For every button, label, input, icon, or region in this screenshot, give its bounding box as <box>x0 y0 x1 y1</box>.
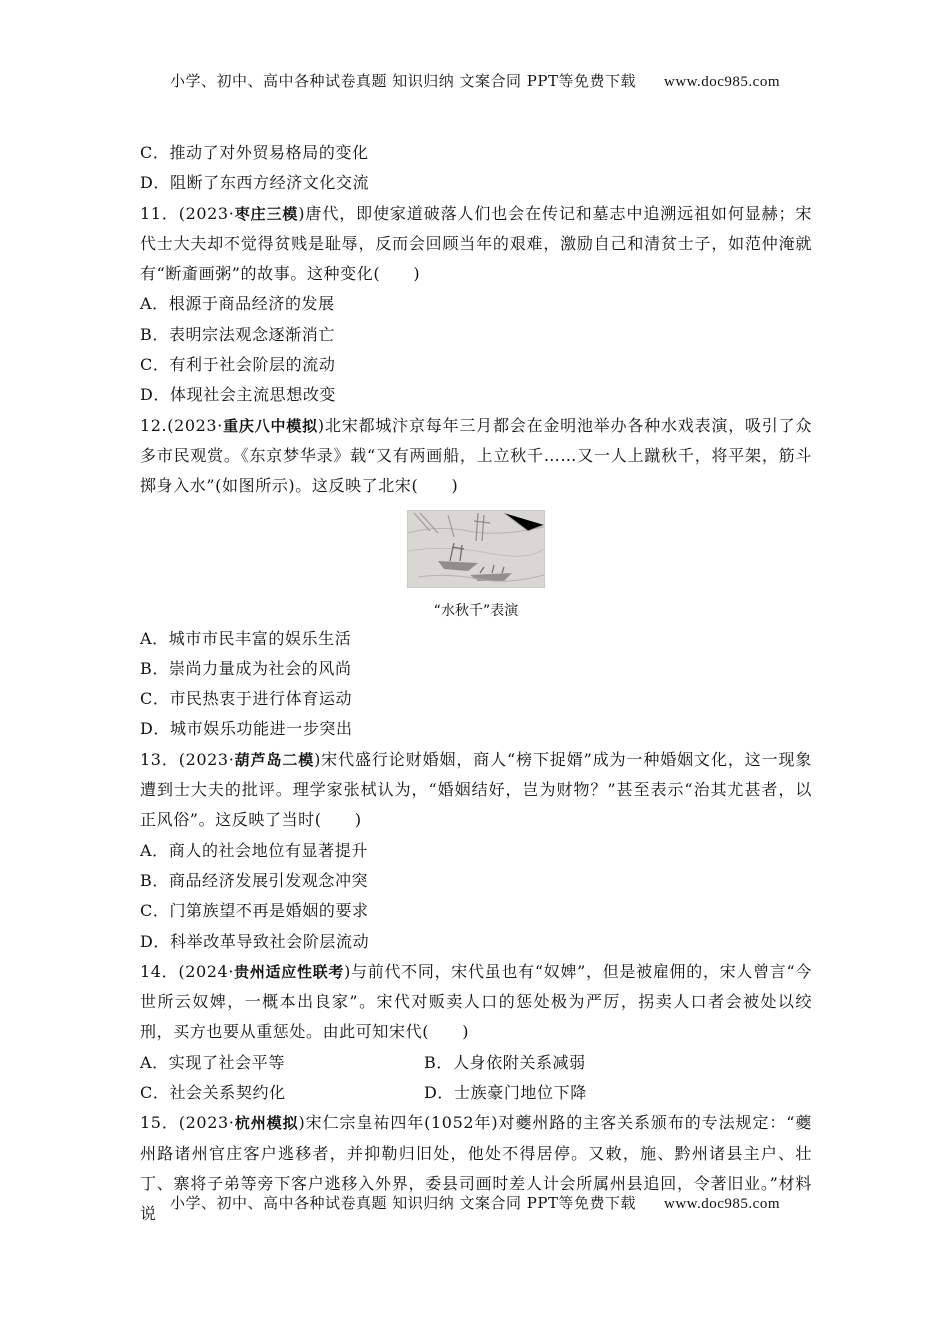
footer-text: 小学、初中、高中各种试卷真题 知识归纳 文案合同 PPT等免费下载 <box>169 1194 636 1212</box>
page-footer <box>0 1192 950 1213</box>
q14-source: 贵州适应性联考 <box>234 962 345 981</box>
question-12 <box>140 411 812 502</box>
q11-source: 枣庄三模 <box>234 204 299 223</box>
q15-text: )宋仁宗皇祐四年(1052年)对夔州路的主客关系颁布的专法规定：“夔州路诸州官庄客户逃移者，并抑勒归旧处，他处不得居停。又敕，施、黔州诸县主户、壮丁、寨将子弟等旁下客户逃移入外界，委县司画时差人计会所属州县追回，令著旧业。”材料说 <box>140 1113 813 1224</box>
question-11 <box>140 199 812 290</box>
figure-caption: “水秋千”表演 <box>433 602 519 619</box>
header-site[interactable]: www.doc985.com <box>663 74 780 90</box>
prev-option-d: D．阻断了东西方经济文化交流 <box>140 173 370 193</box>
page-content <box>140 138 812 1230</box>
q11-option-b: B．表明宗法观念逐渐消亡 <box>140 324 335 344</box>
q14-option-a: A．实现了社会平等 <box>140 1052 285 1072</box>
q12-source: 重庆八中模拟 <box>222 416 318 435</box>
q13-option-a: A．商人的社会地位有显著提升 <box>140 840 368 860</box>
q12-option-c: C．市民热衷于进行体育运动 <box>140 689 353 709</box>
q12-option-b: B．崇尚力量成为社会的风尚 <box>140 658 352 678</box>
prev-option-c: C．推动了对外贸易格局的变化 <box>140 143 369 162</box>
q14-option-d: D．士族豪门地位下降 <box>424 1083 587 1103</box>
question-13 <box>140 745 812 836</box>
q14-number: 14．(2024· <box>140 961 235 981</box>
q13-option-c: C．门第族望不再是婚姻的要求 <box>140 901 369 921</box>
question-14 <box>140 957 812 1048</box>
q13-option-b: B．商品经济发展引发观念冲突 <box>140 870 369 890</box>
q13-text: )宋代盛行论财婚姻，商人“榜下捉婿”成为一种婚姻文化，这一现象遭到士大夫的批评。理学家张栻认为，“婚姻结好，岂为财物？”甚至表示“治其尤甚者，以正风俗”。这反映了当时( ) <box>140 749 812 830</box>
page-header <box>0 70 950 91</box>
q11-option-c: C．有利于社会阶层的流动 <box>140 355 336 375</box>
q12-option-d: D．城市娱乐功能进一步突出 <box>140 719 353 739</box>
q14-options-row-1 <box>140 1048 812 1078</box>
q12-option-a: A．城市市民丰富的娱乐生活 <box>140 628 352 648</box>
q13-source: 葫芦岛二模 <box>234 750 315 769</box>
q12-number: 12.(2023· <box>140 415 223 435</box>
q11-text: )唐代，即使家道破落人们也会在传记和墓志中追溯远祖如何显赫；宋代士大夫却不觉得贫贱是耻辱，反而会回顾当年的艰难，激励自己和清贫士子，如范仲淹就有“断齑画粥”的故事。这种变化( ) <box>140 203 813 284</box>
q11-option-a: A．根源于商品经济的发展 <box>140 294 335 314</box>
q13-option-d: D．科举改革导致社会阶层流动 <box>140 931 370 951</box>
q14-text: )与前代不同，宋代虽也有“奴婢”，但是被雇佣的，宋人曾言“今世所云奴婢，一概本出良家”。宋代对贩卖人口的惩处极为严厉，拐卖人口者会被处以绞刑，买方也要从重惩处。由此可知宋代( ) <box>140 961 812 1042</box>
q14-option-b: B．人身依附关系减弱 <box>424 1052 586 1072</box>
q12-text: )北宋都城汴京每年三月都会在金明池举办各种水戏表演，吸引了众多市民观赏。《东京梦华录》载“又有两画船，上立秋千……又一人上蹴秋千，将平架，筋斗掷身入水”(如图所示)。这反映了北宋( ) <box>140 415 812 496</box>
q15-source: 杭州模拟 <box>234 1114 299 1133</box>
water-swing-drawing <box>408 511 544 587</box>
q14-options-row-2 <box>140 1078 812 1108</box>
q13-number: 13．(2023· <box>140 749 235 769</box>
q11-number: 11．(2023· <box>140 203 235 223</box>
water-swing-illustration <box>407 510 545 588</box>
q11-option-d: D．体现社会主流思想改变 <box>140 385 337 405</box>
q15-number: 15．(2023· <box>140 1113 235 1133</box>
q14-option-c: C．社会关系契约化 <box>140 1083 286 1103</box>
footer-site[interactable]: www.doc985.com <box>663 1196 780 1212</box>
header-text: 小学、初中、高中各种试卷真题 知识归纳 文案合同 PPT等免费下载 <box>169 72 636 90</box>
